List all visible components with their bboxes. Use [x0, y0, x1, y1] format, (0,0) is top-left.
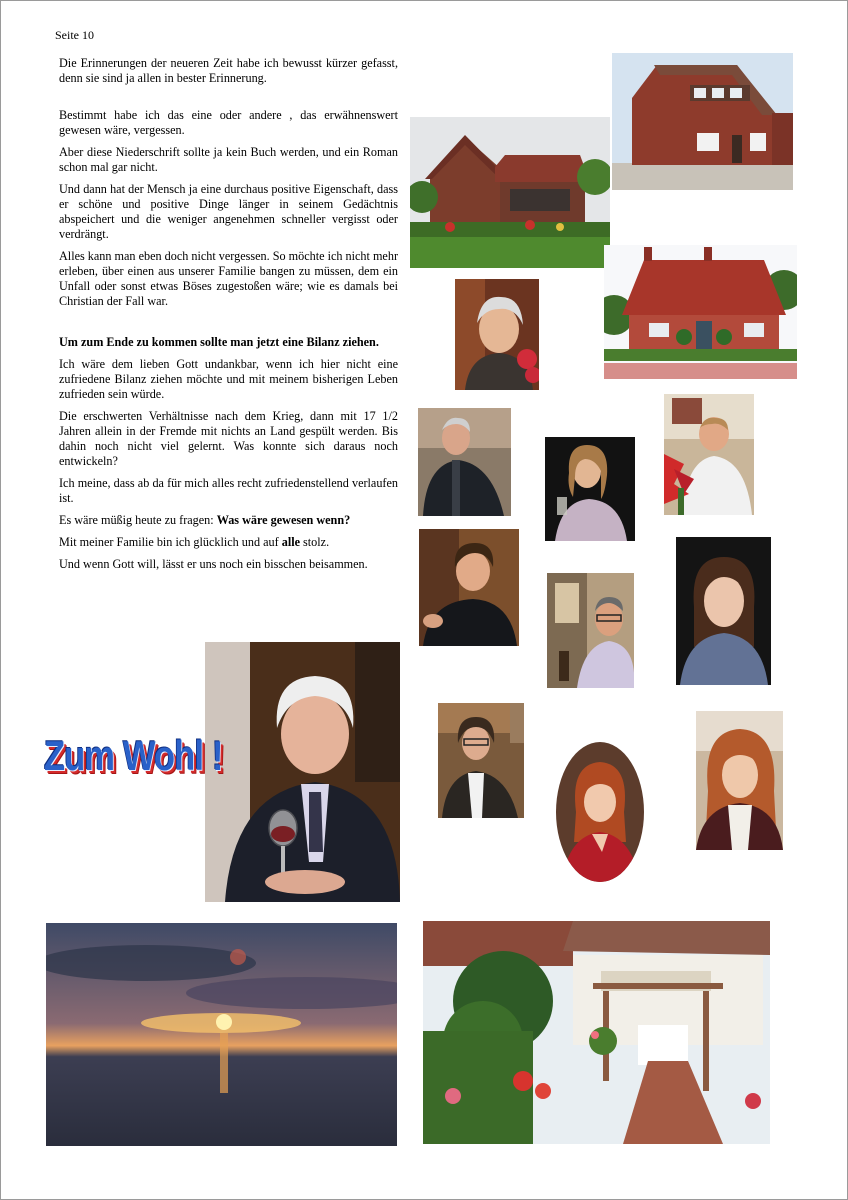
house-photo-2	[410, 117, 610, 268]
paragraph: Und wenn Gott will, lässt er uns noch ein bisschen beisammen.	[59, 557, 368, 571]
man-photo-2	[664, 394, 754, 515]
man-photo-1	[418, 408, 511, 516]
paragraph: Und dann hat der Mensch ja eine durchaus positive Eigenschaft, dass er schöne und positive Dinge länger in seinem Gedächtnis abspeichert und die weniger angenehmen schneller vergisst oder verdrängt.	[59, 182, 398, 241]
house-photo-1	[612, 53, 793, 190]
zum-wohl-wordart: Zum Wohl !	[44, 732, 223, 779]
paragraph: Mit meiner Familie bin ich glücklich und auf alle stolz.	[59, 535, 330, 549]
paragraph: Ich meine, dass ab da für mich alles recht zufriedenstellend verlaufen ist.	[59, 476, 398, 505]
young-woman-photo-1	[676, 537, 771, 685]
garden-photo	[423, 921, 770, 1144]
house-photo-3	[604, 245, 797, 379]
paragraph: Alles kann man eben doch nicht vergessen. So möchte ich nicht mehr erleben, über einen aus unserer Familie bangen zu müssen, dem ein Unfall oder sonst etwas Böses zugestoßen wäre; wie es damals bei Christian der Fall war.	[59, 249, 398, 308]
paragraph: Die Erinnerungen der neueren Zeit habe ich bewusst kürzer gefasst, denn sie sind ja allen in bester Erinnerung.	[59, 56, 398, 85]
memoir-text	[59, 56, 398, 579]
young-woman-photo-2	[696, 711, 783, 850]
man-photo-3	[547, 573, 634, 688]
woman-photo-1	[545, 437, 635, 541]
woman-photo-2	[438, 703, 524, 818]
paragraph: Die erschwerten Verhältnisse nach dem Krieg, dann mit 17 1/2 Jahren allein in der Fremde mit nichts an Land gespült werden. Bis dahin noch nicht viel gelernt. Was konnte sich daraus noch entwickeln?	[59, 409, 398, 468]
page-number: Seite 10	[55, 28, 94, 42]
sunset-photo	[46, 923, 397, 1146]
older-man-photo	[205, 642, 400, 902]
paragraph: Ich wäre dem lieben Gott undankbar, wenn ich hier nicht eine zufriedene Bilanz ziehen möchte und mit meinem bisherigen Leben zufrieden sein würde.	[59, 357, 398, 401]
paragraph: Es wäre müßig heute zu fragen: Was wäre gewesen wenn?	[59, 513, 351, 527]
young-man-photo	[419, 529, 519, 646]
portrait-photo	[455, 279, 539, 390]
paragraph: Aber diese Niederschrift sollte ja kein Buch werden, und ein Roman schon mal gar nicht.	[59, 145, 398, 174]
section-heading: Um zum Ende zu kommen sollte man jetzt eine Bilanz ziehen.	[59, 335, 379, 349]
oval-portrait-photo	[556, 742, 644, 882]
paragraph: Bestimmt habe ich das eine oder andere , das erwähnenswert gewesen wäre, vergessen.	[59, 108, 398, 137]
